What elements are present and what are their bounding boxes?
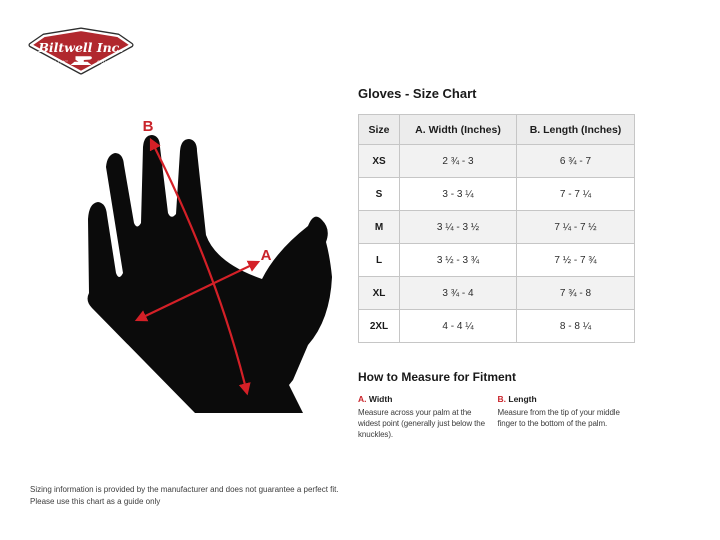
size-chart-title: Gloves - Size Chart bbox=[358, 86, 477, 101]
width-cell: 3 - 3 ¼ bbox=[400, 178, 517, 211]
table-row bbox=[359, 178, 635, 211]
col-header-width: A. Width (Inches) bbox=[400, 115, 517, 145]
measure-text-length: Measure from the tip of your middle finger to the bottom of the palm. bbox=[497, 408, 620, 429]
size-cell: 2XL bbox=[359, 310, 400, 343]
length-cell: 6 ¾ - 7 bbox=[517, 145, 635, 178]
width-cell: 4 - 4 ¼ bbox=[400, 310, 517, 343]
measure-text-width: Measure across your palm at the widest point (generally just below the knuckles). bbox=[358, 408, 485, 440]
measure-instructions bbox=[358, 394, 634, 441]
disclaimer-line-2: Please use this chart as a guide only bbox=[30, 497, 161, 507]
size-cell: S bbox=[359, 178, 400, 211]
biltwell-logo bbox=[24, 27, 136, 75]
size-cell: M bbox=[359, 211, 400, 244]
table-row bbox=[359, 277, 635, 310]
table-header-row bbox=[359, 115, 635, 145]
label-b: B bbox=[142, 118, 154, 135]
table-row bbox=[359, 310, 635, 343]
biltwell-badge-icon bbox=[24, 27, 136, 75]
size-cell: XL bbox=[359, 277, 400, 310]
size-chart-table bbox=[358, 114, 635, 343]
measure-name-width: Width bbox=[368, 394, 393, 404]
measure-letter-a: A. bbox=[358, 394, 367, 404]
width-cell: 3 ½ - 3 ¾ bbox=[400, 244, 517, 277]
measure-item-width bbox=[358, 394, 495, 441]
col-header-length: B. Length (Inches) bbox=[517, 115, 635, 145]
table-row bbox=[359, 211, 635, 244]
width-cell: 2 ¾ - 3 bbox=[400, 145, 517, 178]
length-cell: 7 ¾ - 8 bbox=[517, 277, 635, 310]
sizing-disclaimer bbox=[30, 484, 339, 509]
logo-brand-text: Biltwell Inc. bbox=[38, 40, 124, 55]
col-header-size: Size bbox=[359, 115, 400, 145]
hand-measurement-diagram bbox=[68, 95, 358, 440]
logo-tagline-right: COUNTS" bbox=[97, 59, 121, 65]
size-cell: L bbox=[359, 244, 400, 277]
length-cell: 7 ¼ - 7 ½ bbox=[517, 211, 635, 244]
width-cell: 3 ¾ - 4 bbox=[400, 277, 517, 310]
length-cell: 8 - 8 ¼ bbox=[517, 310, 635, 343]
measure-letter-b: B. bbox=[497, 394, 506, 404]
width-cell: 3 ¼ - 3 ½ bbox=[400, 211, 517, 244]
size-chart-panel bbox=[358, 86, 634, 441]
length-cell: 7 ½ - 7 ¾ bbox=[517, 244, 635, 277]
measure-section-title: How to Measure for Fitment bbox=[358, 370, 517, 384]
table-row bbox=[359, 244, 635, 277]
length-cell: 7 - 7 ¼ bbox=[517, 178, 635, 211]
table-row bbox=[359, 145, 635, 178]
disclaimer-line-1: Sizing information is provided by the manufacturer and does not guarantee a perfect fit. bbox=[30, 485, 339, 494]
label-a: A bbox=[260, 247, 272, 264]
measure-name-length: Length bbox=[508, 394, 537, 404]
logo-tagline-left: "QUALITY" bbox=[41, 59, 69, 65]
size-cell: XS bbox=[359, 145, 400, 178]
measure-item-length bbox=[498, 394, 635, 441]
